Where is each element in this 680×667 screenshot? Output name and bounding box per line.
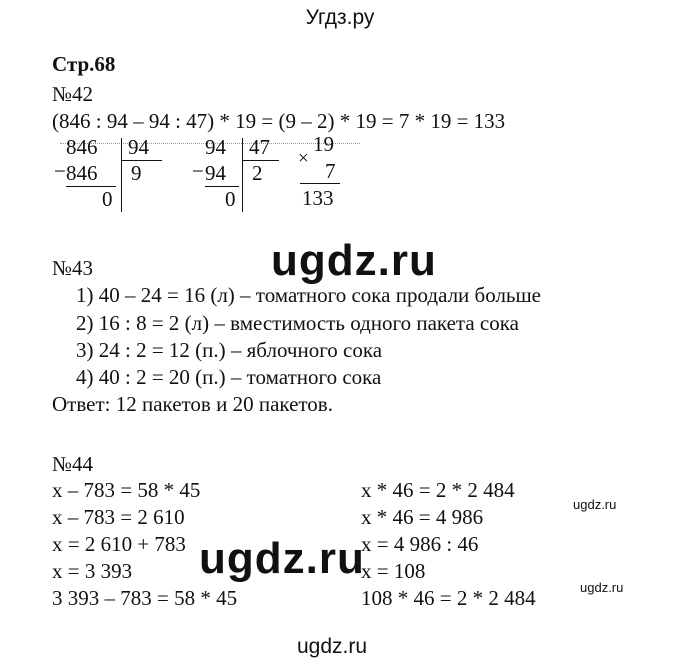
page-title: Стр.68 — [52, 52, 116, 76]
div1-dividend: 846 — [66, 135, 98, 159]
task43-answer: Ответ: 12 пакетов и 20 пакетов. — [52, 392, 333, 416]
div2-divisor: 47 — [249, 135, 270, 159]
task44-right-line-2: x * 46 = 4 986 — [361, 505, 484, 529]
mult-sign: × — [298, 148, 309, 169]
task43-step-3: 3) 24 : 2 = 12 (п.) – яблочного сока — [76, 338, 383, 362]
div2-minus: − — [192, 159, 204, 183]
task43-step-2: 2) 16 : 8 = 2 (л) – вместимость одного пакета сока — [76, 311, 519, 335]
watermark-large-2: ugdz.ru — [199, 534, 365, 583]
div2-subtrahend: 94 — [205, 161, 226, 185]
watermark-bottom: ugdz.ru — [297, 635, 368, 658]
task44-right-line-4: x = 108 — [361, 559, 426, 583]
mult-factor-a: 19 — [313, 132, 334, 156]
watermark-small-1: ugdz.ru — [573, 497, 617, 512]
watermark-small-2: ugdz.ru — [580, 580, 624, 595]
task43-number: №43 — [52, 256, 94, 280]
task44-right-line-3: x = 4 986 : 46 — [361, 532, 479, 556]
div1-subtrahend: 846 — [66, 161, 98, 185]
watermark-large-1: ugdz.ru — [271, 236, 437, 285]
div1-minus: − — [54, 159, 66, 183]
task44-left-line-5: 3 393 – 783 = 58 * 45 — [52, 586, 238, 610]
task43-step-1: 1) 40 – 24 = 16 (л) – томатного сока продали больше — [76, 283, 542, 307]
task44-left-line-2: x – 783 = 2 610 — [52, 505, 185, 529]
div1-divisor-line — [122, 160, 162, 161]
div1-remainder: 0 — [102, 187, 113, 211]
task43-step-4: 4) 40 : 2 = 20 (п.) – томатного сока — [76, 365, 382, 389]
task44-number: №44 — [52, 452, 94, 476]
div1-quotient: 9 — [131, 161, 142, 185]
div2-vertical-bar — [242, 138, 243, 212]
div1-divisor: 94 — [128, 135, 149, 159]
div2-remainder: 0 — [225, 187, 236, 211]
div1-vertical-bar — [121, 138, 122, 212]
task44-left-line-3: x = 2 610 + 783 — [52, 532, 186, 556]
mult-factor-b: 7 — [325, 159, 336, 183]
task44-left-line-4: x = 3 393 — [52, 559, 133, 583]
task44-right-line-5: 108 * 46 = 2 * 2 484 — [361, 586, 536, 610]
task44-left-line-1: x – 783 = 58 * 45 — [52, 478, 201, 502]
div2-quotient: 2 — [252, 161, 263, 185]
task44-right-line-1: x * 46 = 2 * 2 484 — [361, 478, 515, 502]
task42-number: №42 — [52, 82, 94, 106]
div2-dividend: 94 — [205, 135, 226, 159]
task42-expression: (846 : 94 – 94 : 47) * 19 = (9 – 2) * 19 = 7 * 19 = 133 — [52, 109, 506, 133]
mult-line — [300, 183, 340, 184]
site-header: Угдз.ру — [305, 6, 375, 29]
mult-result: 133 — [302, 186, 334, 210]
